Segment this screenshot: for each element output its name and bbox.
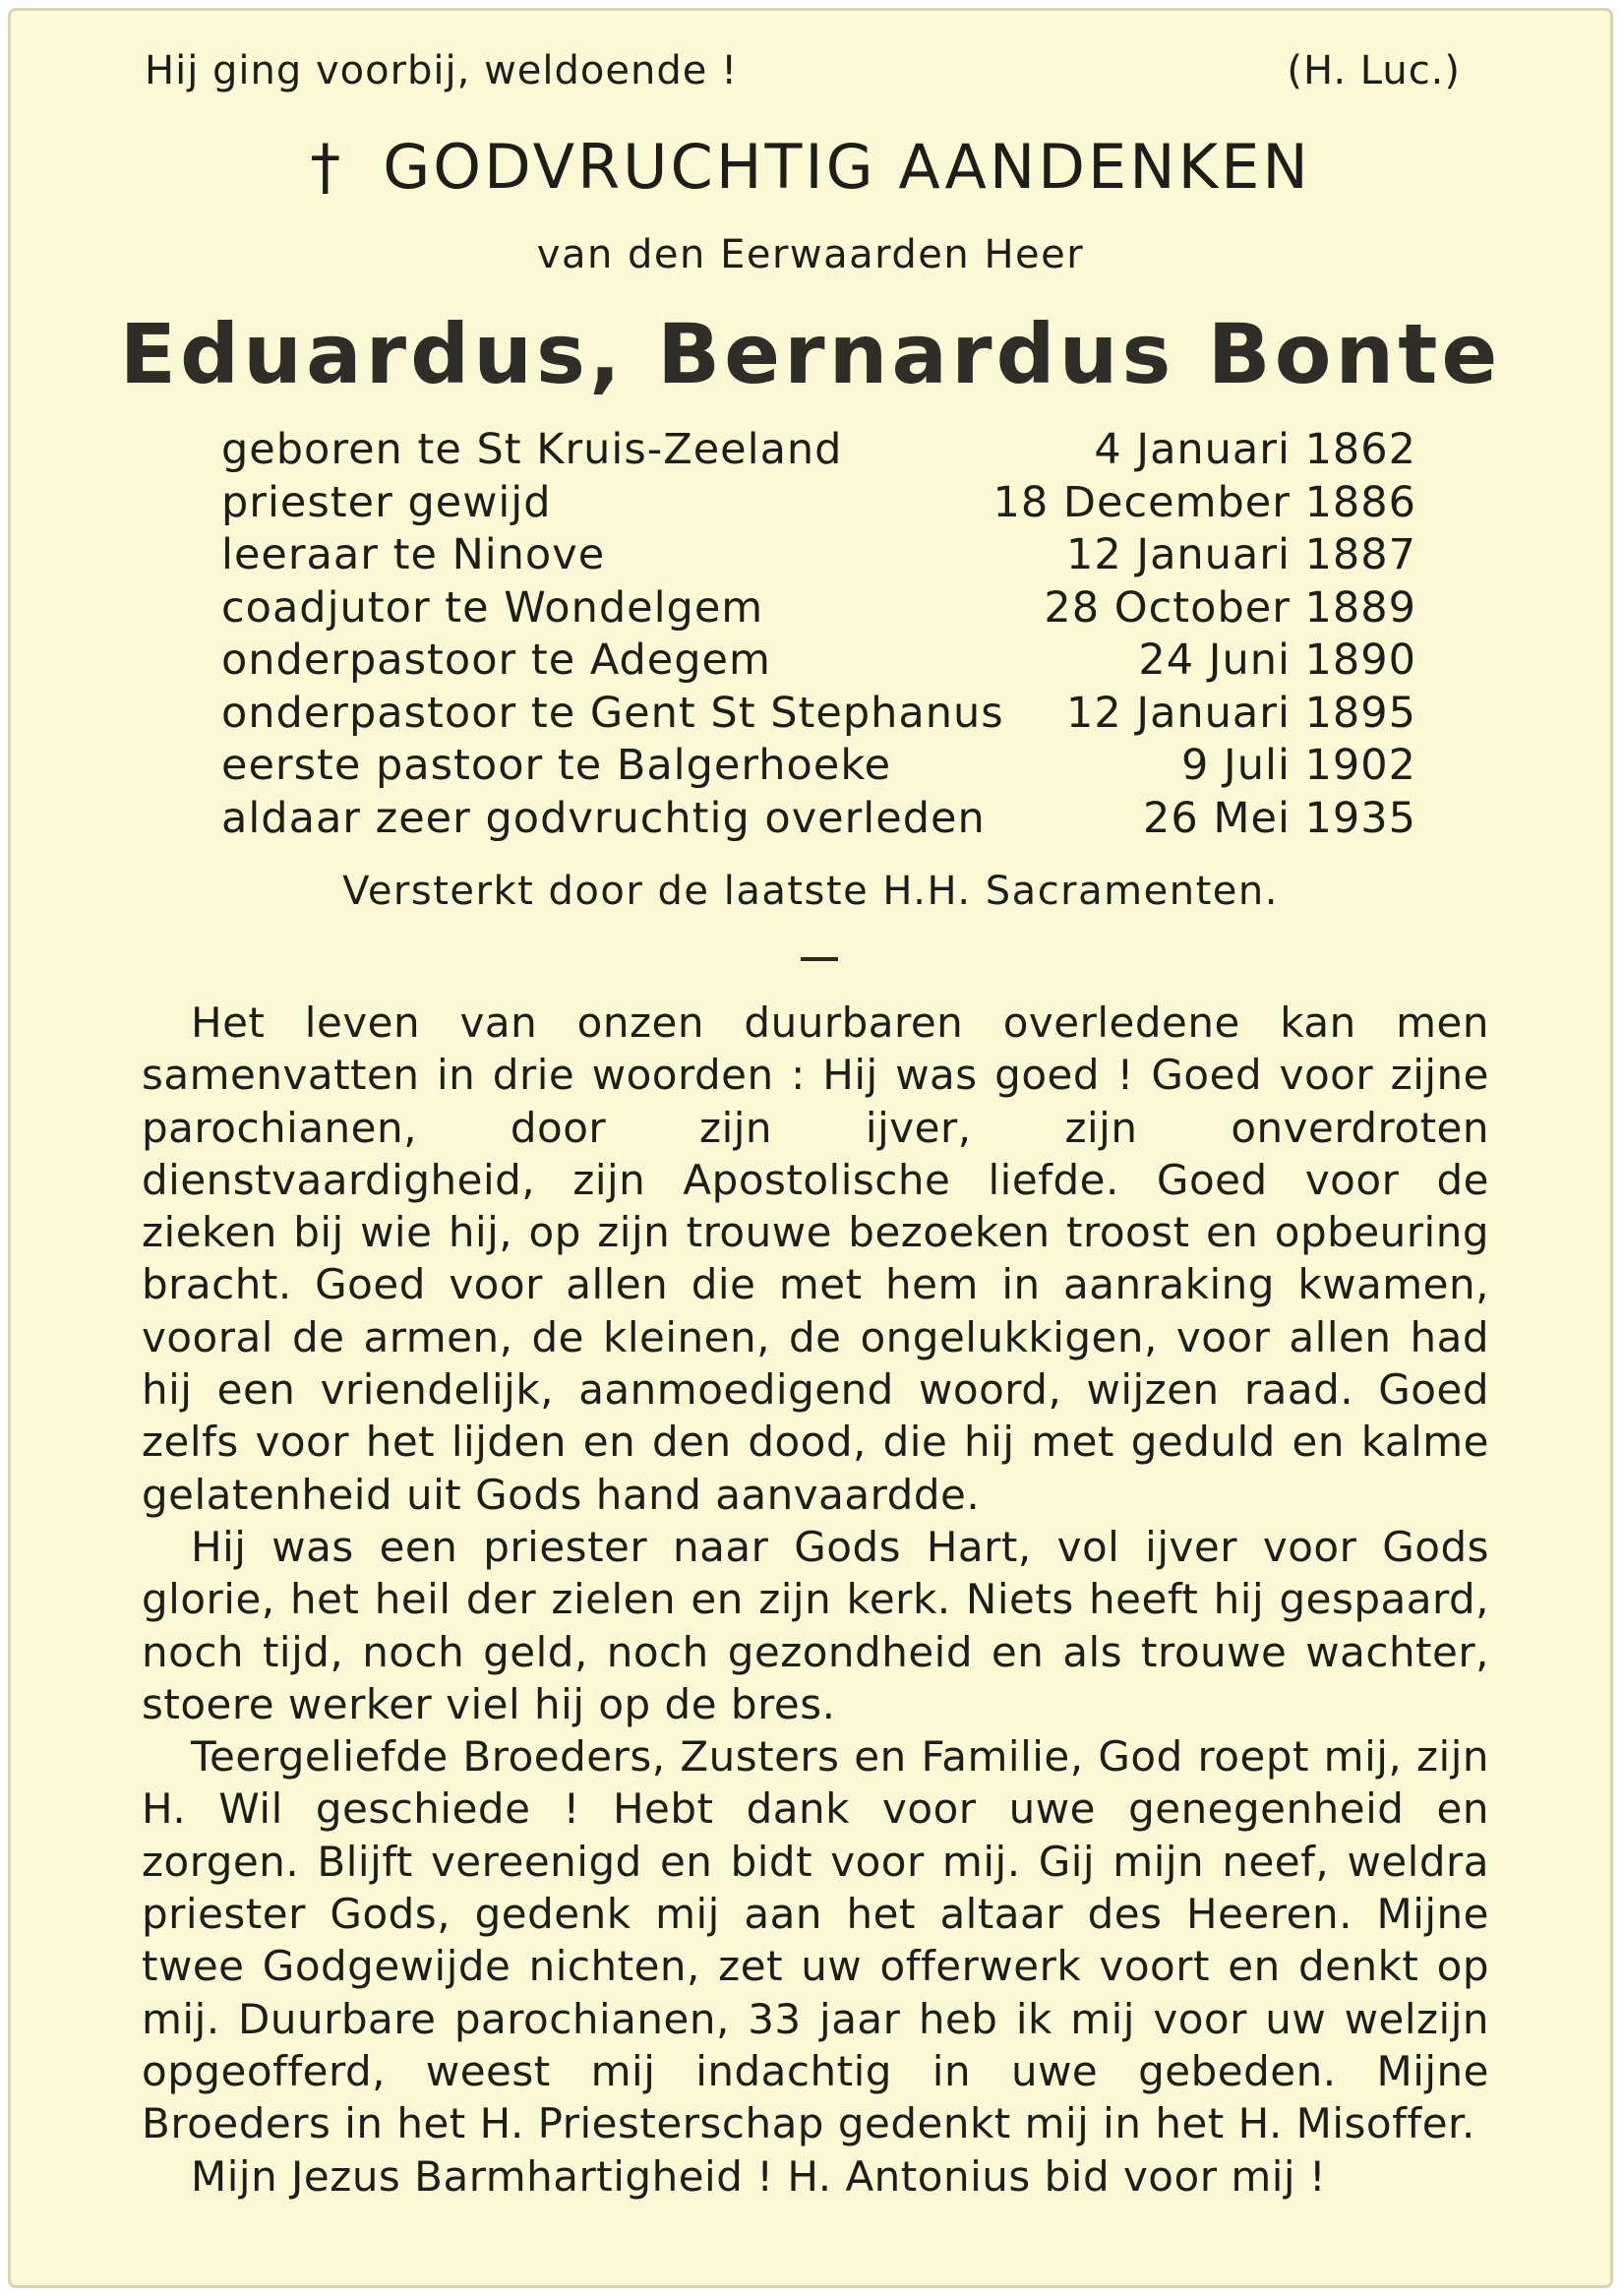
- cross-icon: †: [310, 131, 344, 203]
- career-date: 28 October 1889: [1044, 582, 1416, 633]
- memorial-card: [8, 8, 1613, 2288]
- career-label: coadjutor te Wondelgem: [221, 582, 764, 633]
- eulogy-paragraph: Teergeliefde Broeders, Zusters en Familie, God roept mij, zijn H. Wil geschiede ! Hebt dank voor uwe genegenheid en zorgen. Blijft vereenigd en bidt voor mij. Gij mijn neef, weldra priester Gods, gedenk mij aan het altaar des Heeren. Mijne twee Godgewijde nichten, zet uw offerwerk voort en denkt op mij. Duurbare parochianen, 33 jaar heb ik mij voor uw welzijn opgeofferd, weest mij indachtig in uwe gebeden. Mijne Broeders in het H. Priesterschap gedenkt mij in het H. Misoffer.: [142, 1732, 1489, 2148]
- career-label: onderpastoor te Gent St Stephanus: [221, 688, 1004, 738]
- career-row: [221, 582, 1416, 635]
- motto-source: (H. Luc.): [1287, 48, 1461, 93]
- career-date: 4 Januari 1862: [1094, 425, 1416, 474]
- career-row: [221, 529, 1416, 582]
- career-date: 18 December 1886: [992, 477, 1416, 527]
- career-row: [221, 477, 1416, 530]
- career-date: 12 Januari 1895: [1066, 688, 1416, 738]
- career-row: [221, 793, 1416, 846]
- career-label: aldaar zeer godvruchtig overleden: [221, 793, 986, 843]
- motto-text: Hij ging voorbij, weldoende !: [145, 48, 739, 93]
- career-date: 9 Juli 1902: [1181, 741, 1416, 790]
- card-heading: [11, 131, 1610, 203]
- career-label: onderpastoor te Adegem: [221, 635, 771, 685]
- career-row: [221, 740, 1416, 793]
- career-row: [221, 688, 1416, 741]
- career-label: geboren te St Kruis-Zeeland: [221, 425, 843, 474]
- career-date: 24 Juni 1890: [1138, 635, 1416, 685]
- career-date: 12 Januari 1887: [1066, 530, 1416, 579]
- eulogy-text: [142, 997, 1489, 2203]
- deceased-name: Eduardus, Bernardus Bonte: [119, 306, 1502, 402]
- sacraments-line: Versterkt door de laatste H.H. Sacramenten.: [342, 869, 1279, 914]
- career-label: leeraar te Ninove: [221, 530, 606, 579]
- career-row: [221, 634, 1416, 688]
- career-row: [221, 424, 1416, 477]
- closing-prayer: Mijn Jezus Barmhartigheid ! H. Antonius bid voor mij !: [191, 2151, 1327, 2201]
- career-date: 26 Mei 1935: [1143, 793, 1416, 843]
- eulogy-paragraph: Hij was een priester naar Gods Hart, vol ijver voor Gods glorie, het heil der zielen en zijn kerk. Niets heeft hij gespaard, noch tijd, noch geld, noch gezondheid en als trouwe wachter, stoere werker viel hij op de bres.: [142, 1522, 1489, 1728]
- subheading: van den Eerwaarden Heer: [536, 232, 1085, 277]
- career-label: priester gewijd: [221, 477, 552, 527]
- eulogy-paragraph: Het leven van onzen duurbaren overledene kan men samenvatten in drie woorden : Hij was goed ! Goed voor zijne parochianen, door zijn ijver, zijn onverdroten dienstvaardigheid, zijn Apostolische liefde. Goed voor de zieken bij wie hij, op zijn trouwe bezoeken troost en opbeuring bracht. Goed voor allen die met hem in aanraking kwamen, vooral de armen, de kleinen, de ongelukkigen, voor allen had hij een vriendelijk, aanmoedigend woord, wijzen raad. Goed zelfs voor het lijden en den dood, die hij met geduld en kalme gelatenheid uit Gods hand aanvaardde.: [142, 998, 1489, 1519]
- career-label: eerste pastoor te Balgerhoeke: [221, 741, 892, 790]
- section-divider: [801, 957, 838, 961]
- heading-title: GODVRUCHTIG AANDENKEN: [383, 131, 1311, 203]
- career-list: [221, 424, 1416, 845]
- motto-line: [145, 48, 1461, 93]
